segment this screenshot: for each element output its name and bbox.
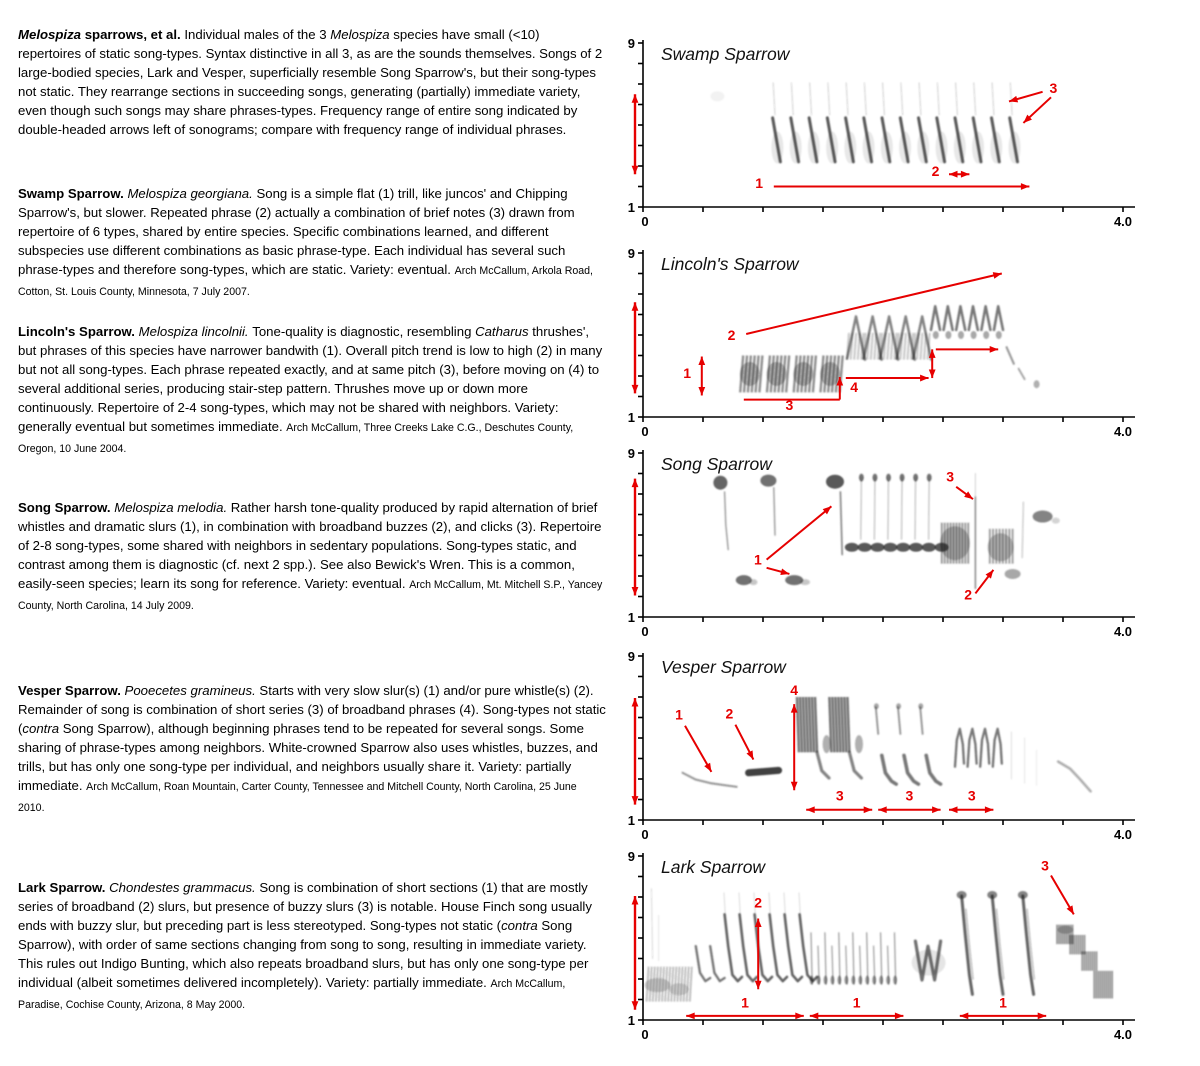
- sonogram-svg: [615, 843, 1200, 1050]
- vesper-sparrow-paragraph: [18, 681, 606, 818]
- text-segment: Arch McCallum, Paradise, Cochise County, Arizona, 8 May 2000.: [18, 978, 566, 1011]
- label: 1: [627, 410, 635, 425]
- text-segment: Catharus: [475, 324, 529, 339]
- panel-title: Swamp Sparrow: [661, 44, 790, 64]
- song-sparrow-paragraph: [18, 498, 606, 616]
- sonogram-panel-lark-sparrow: [615, 843, 1200, 1050]
- spectrogram-marks: [644, 889, 1112, 1002]
- axis-labels: [628, 446, 1132, 639]
- text-segment: Rather harsh tone-quality produced by rapid alternation of brief whistles and dramatic slurs (1), in combination with broadband buzzes (2), and clicks (3). Repertoire of 2-8 song-types, some shared with neighbors in sedentary populations. Song-types static, and contrast among them is diagnostic (cf. next 2 spp.). See also Bewick's Wren. This is a common, easily-seen species; learn its song for reference. Variety: eventual.: [18, 500, 602, 591]
- lincolns-sparrow-paragraph: [18, 322, 606, 459]
- text-segment: Chondestes grammacus.: [109, 880, 260, 895]
- text-segment: Song Sparrow.: [18, 500, 115, 515]
- label: 4.0: [1113, 624, 1133, 639]
- text-segment: Individual males of the 3: [184, 27, 331, 42]
- text-segment: thrushes', but phrases of this species have narrower bandwith (1). Overall pitch trend is low to high (2) in many but not all song-types. Each phrase repeated exactly, and at same pitch (3), before moving on (4) to several additional series, producing stair-step pattern. Thrushes move up or down more continuously. Repertoire of 2-4 song-types, which may not be shared with neighbors. Variety: generally eventual but sometimes immediate.: [18, 324, 603, 434]
- text-segment: Song Sparrow), although beginning phrases tend to be repeated for several songs. Some sharing of phrase-types among neighbors. White-crowned Sparrow also uses whistles, buzzes, and trills, but has only one song-type per individual, and neighbors usually share it. Variety: partially immediate.: [18, 721, 598, 793]
- text-segment: species have small (<10) repertoires of static song-types. Syntax distinctive in all 3, as are the sounds themselves. Songs of 2 large-bodied species, Lark and Vesper, superficially resemble Song Sparrow's, but their song-types not static. They rearrange sections in succeeding songs, generating (partially) immediate variety, even though such songs may share phrases-types. Frequency range of entire song indicated by double-headed arrows left of sonograms; compare with frequency range of individual phrases.: [18, 27, 603, 137]
- text-segment: Melospiza melodia.: [114, 500, 231, 515]
- spectrogram-marks: [713, 474, 1059, 589]
- label: 1: [627, 200, 635, 215]
- text-segment: Melospiza: [330, 27, 390, 42]
- label: 4.0: [1113, 1027, 1133, 1042]
- label: 1: [627, 610, 635, 625]
- text-segment: Melospiza georgiana.: [127, 186, 257, 201]
- intro-paragraph: [18, 25, 606, 139]
- label: 0: [641, 1027, 649, 1042]
- text-segment: Melospiza: [18, 27, 82, 42]
- axes: [638, 653, 1135, 825]
- label: 3: [967, 787, 976, 804]
- label: 2: [964, 586, 973, 603]
- label: 2: [727, 327, 736, 344]
- label: 1: [999, 994, 1007, 1011]
- label: 4.0: [1113, 214, 1133, 229]
- label: 1: [627, 813, 635, 828]
- label: 1: [852, 994, 861, 1011]
- text-segment: Tone-quality is diagnostic, resembling: [252, 324, 476, 339]
- label: 3: [1041, 857, 1049, 874]
- text-segment: Song is combination of short sections (1) that are mostly series of broadband (2) slurs, but presence of buzzy slurs (3) is notable. House Finch song usually ends with buzzy slur, but preceding part is less stereotyped. Song-types not static (: [18, 880, 592, 933]
- text-segment: Song Sparrow), with order of same sections changing from song to song, resulting in immediate variety. This rules out Indigo Bunting, which also repeats broadband slurs, but has only one song-type per individual (albeit sometimes delivered incompletely). Variety: partially immediate.: [18, 918, 589, 990]
- label: 1: [683, 365, 691, 382]
- axis-labels: [628, 649, 1132, 842]
- label: 1: [627, 1013, 635, 1028]
- label: 3: [946, 468, 955, 485]
- label: 4.0: [1113, 424, 1133, 439]
- text-segment: Arch McCallum, Arkola Road, Cotton, St. Louis County, Minnesota, 7 July 2007.: [18, 265, 593, 298]
- label: 9: [627, 849, 635, 864]
- text-segment: Swamp Sparrow.: [18, 186, 128, 201]
- spectrogram-marks: [710, 83, 1020, 164]
- red-annotations: [632, 469, 994, 603]
- label: 9: [627, 246, 635, 261]
- text-segment: Vesper Sparrow.: [18, 683, 125, 698]
- label: 3: [785, 396, 794, 413]
- label: 2: [754, 894, 763, 911]
- label: 9: [627, 36, 635, 51]
- text-segment: Arch McCallum, Three Creeks Lake C.G., Deschutes County, Oregon, 10 June 2004.: [18, 422, 574, 455]
- label: 3: [905, 787, 914, 804]
- sonogram-panel-swamp-sparrow: [615, 30, 1200, 237]
- text-segment: Arch McCallum, Roan Mountain, Carter County, Tennessee and Mitchell County, North Carolina, 25 June 2010.: [18, 781, 577, 814]
- sonogram-svg: [615, 30, 1200, 237]
- sonogram-svg: [615, 440, 1200, 647]
- label: 2: [931, 162, 940, 179]
- text-segment: Arch McCallum, Mt. Mitchell S.P., Yancey County, North Carolina, 14 July 2009.: [18, 579, 603, 612]
- text-segment: sparrows, et al.: [81, 27, 185, 42]
- red-annotations: [632, 272, 1002, 413]
- panel-title: Vesper Sparrow: [661, 657, 786, 677]
- sonogram-panel-lincolns-sparrow: [615, 240, 1200, 447]
- sonogram-panel-vesper-sparrow: [615, 643, 1200, 850]
- axis-labels: [628, 849, 1132, 1042]
- panel-title: Lincoln's Sparrow: [661, 254, 799, 274]
- label: 0: [641, 827, 649, 842]
- label: 9: [627, 446, 635, 461]
- label: 9: [627, 649, 635, 664]
- label: 2: [725, 705, 734, 722]
- label: 0: [641, 624, 649, 639]
- label: 0: [641, 424, 649, 439]
- text-segment: Lark Sparrow.: [18, 880, 110, 895]
- swamp-sparrow-paragraph: [18, 184, 606, 302]
- label: 0: [641, 214, 649, 229]
- sonogram-panel-song-sparrow: [615, 440, 1200, 647]
- axis-labels: [628, 36, 1132, 229]
- label: 1: [741, 994, 749, 1011]
- label: 1: [754, 551, 762, 568]
- text-segment: Pooecetes gramineus.: [124, 683, 260, 698]
- axes: [638, 250, 1135, 422]
- panel-title: Song Sparrow: [661, 454, 772, 474]
- panel-title: Lark Sparrow: [661, 857, 766, 877]
- spectrogram-marks: [683, 697, 1091, 791]
- label: 1: [675, 706, 683, 723]
- text-segment: Lincoln's Sparrow.: [18, 324, 139, 339]
- label: 4.0: [1113, 827, 1133, 842]
- text-segment: contra: [22, 721, 60, 736]
- text-segment: Starts with very slow slur(s) (1) and/or pure whistle(s) (2). Remainder of song is combination of short series (3) of broadband phrases (4). Song-types not static (: [18, 683, 606, 736]
- lark-sparrow-paragraph: [18, 878, 606, 1015]
- text-segment: Melospiza lincolnii.: [138, 324, 253, 339]
- label: 1: [755, 175, 763, 192]
- sonogram-svg: [615, 643, 1200, 850]
- label: 3: [835, 787, 844, 804]
- label: 3: [1049, 80, 1058, 97]
- sonogram-svg: [615, 240, 1200, 447]
- label: 4: [850, 378, 859, 395]
- label: 4: [790, 681, 799, 698]
- text-segment: contra: [501, 918, 538, 933]
- text-segment: Song is a simple flat (1) trill, like juncos' and Chipping Sparrow's, but slower. Repeated phrase (2) actually a combination of brief notes (3) drawn from repertoire of 6 types, shared by entire species. Specific combinations learned, and different subspecies use different combinations as basic phrase-type. Each individual has several such phrase-types and therefore song-types, which are static. Variety: eventual.: [18, 186, 575, 277]
